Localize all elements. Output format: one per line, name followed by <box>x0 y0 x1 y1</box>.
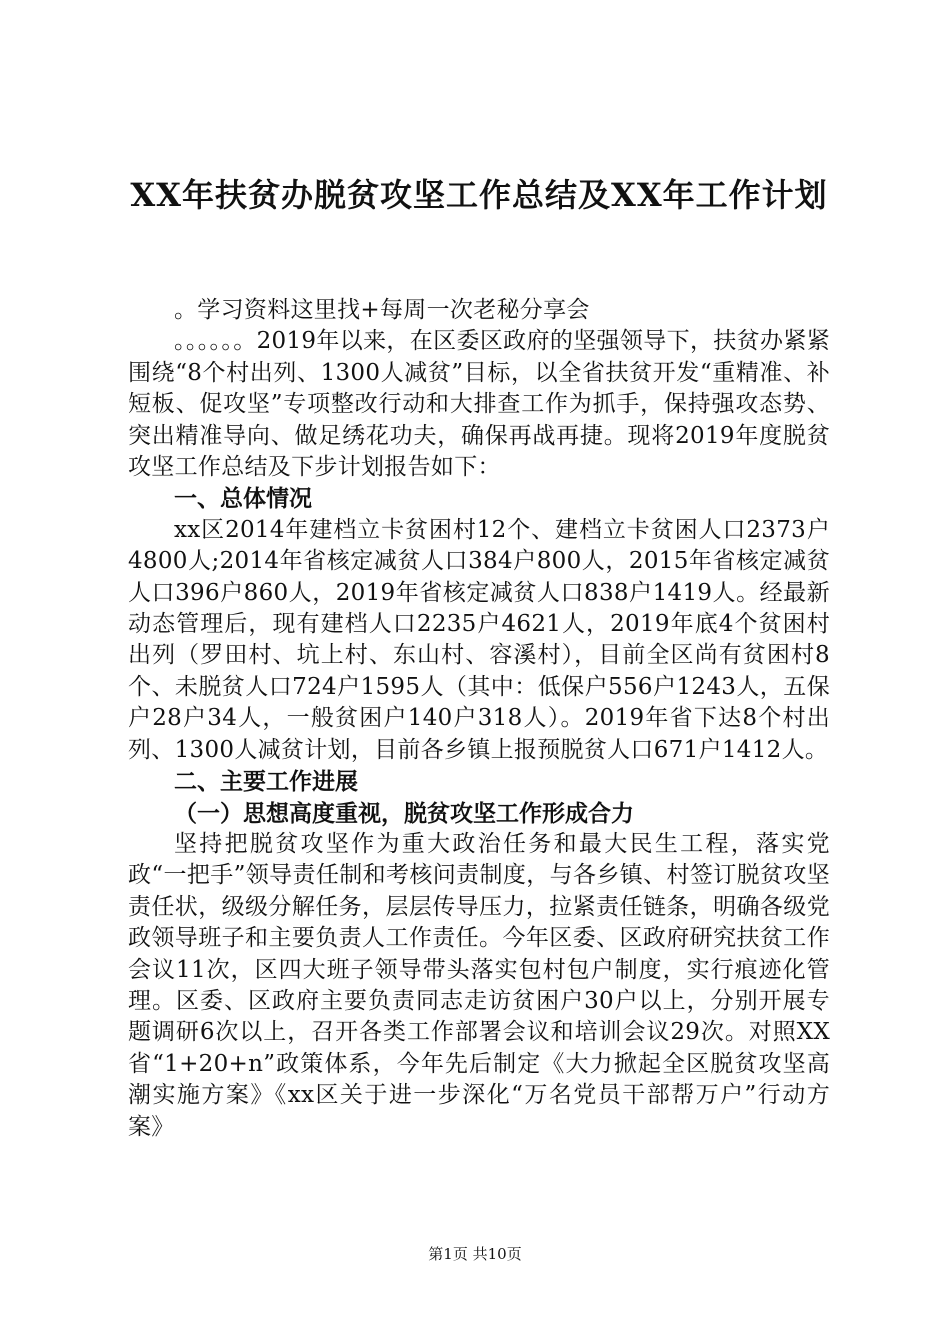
page-footer: 第1页 共10页 <box>428 1245 522 1263</box>
subheading-high-priority: （一）思想高度重视，脱贫攻坚工作形成合力 <box>174 799 634 827</box>
document-page <box>128 0 830 1344</box>
heading-overall-situation: 一、总体情况 <box>174 485 312 513</box>
paragraph-overall-situation: xx区2014年建档立卡贫困村12个、建档立卡贫困人口2373户4800人;2014年省核定减贫人口384户800人，2015年省核定减贫人口396户860人，2019年省核定减贫人口838户1419人。经最新动态管理后，现有建档人口2235户4621人，2019年底4个贫困村出列（罗田村、坑上村、东山村、容溪村），目前全区尚有贫困村8个、未脱贫人口724户1595人（其中：低保户556户1243人，五保户28户34人，一般贫困户140户318人）。2019年省下达8个村出列、1300人减贫计划，目前各乡镇上报预脱贫人口671户1412人。 <box>128 516 830 763</box>
document-title: XX年扶贫办脱贫攻坚工作总结及XX年工作计划 <box>130 176 828 214</box>
paragraph-high-priority: 坚持把脱贫攻坚作为重大政治任务和最大民生工程，落实党政“一把手”领导责任制和考核问责制度，与各乡镇、村签订脱贫攻坚责任状，级级分解任务，层层传导压力，拉紧责任链条，明确各级党政领导班子和主要负责人工作责任。今年区委、区政府研究扶贫工作会议11次，区四大班子领导带头落实包村包户制度，实行痕迹化管理。区委、区政府主要负责同志走访贫困户30户以上，分别开展专题调研6次以上，召开各类工作部署会议和培训会议29次。对照XX省“1+20+n”政策体系，今年先后制定《大力掀起全区脱贫攻坚高潮实施方案》《xx区关于进一步深化“万名党员干部帮万户”行动方案》 <box>128 830 830 1140</box>
document-body <box>128 295 830 1143</box>
heading-main-progress: 二、主要工作进展 <box>174 768 358 796</box>
paragraph-intro-note: 。学习资料这里找+每周一次老秘分享会 <box>174 297 590 323</box>
paragraph-opening: 。。。。。。2019年以来，在区委区政府的坚强领导下，扶贫办紧紧围绕“8个村出列、1300人减贫”目标，以全省扶贫开发“重精准、补短板、促攻坚”专项整改行动和大排查工作为抓手，保持强攻态势、突出精准导向、做足绣花功夫，确保再战再捷。现将2019年度脱贫攻坚工作总结及下步计划报告如下： <box>128 328 830 481</box>
